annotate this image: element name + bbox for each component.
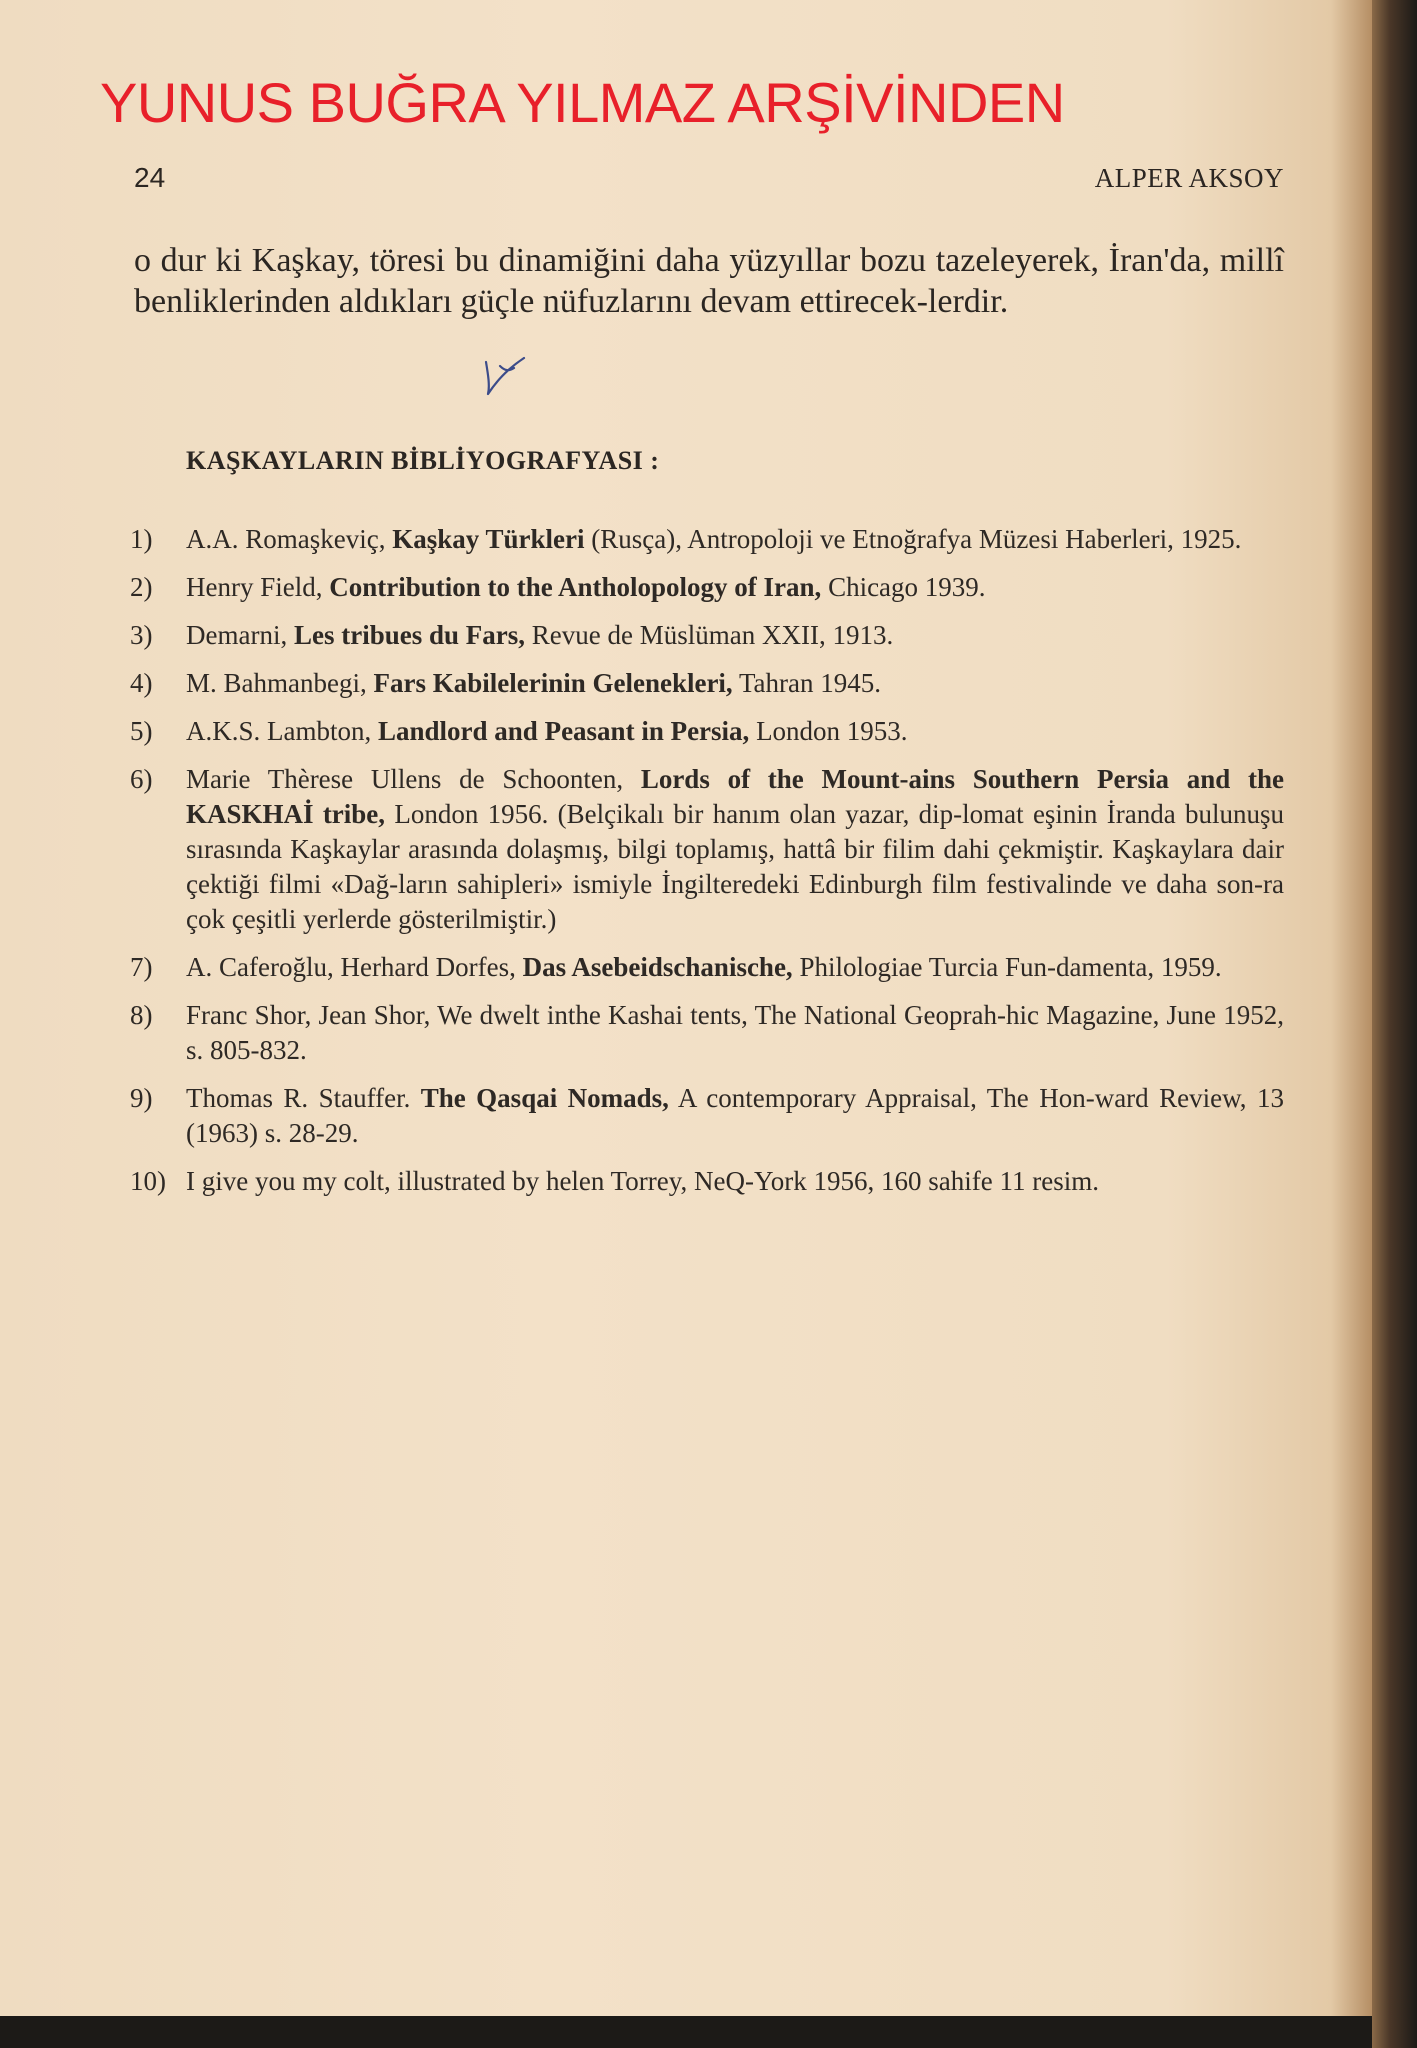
entry-details: (Rusça), Antropoloji ve Etnoğrafya Müzesi Haberleri, 1925.: [584, 524, 1242, 554]
bibliography-entry: [130, 950, 1284, 985]
bibliography-entry: [130, 1164, 1284, 1199]
entry-author: Henry Field,: [186, 572, 330, 602]
book-spine: [1372, 0, 1417, 2048]
bibliography-entry: [130, 998, 1284, 1068]
entry-author: Franc Shor, Jean Shor, We dwelt inthe Kashai tents, The National Geoprah-hic Magazine, June 1952, s. 805-832.: [186, 1000, 1284, 1065]
archive-watermark: YUNUS BUĞRA YILMAZ ARŞİVİNDEN: [100, 71, 1065, 134]
bibliography-entry: [130, 762, 1284, 937]
bibliography-entry: [130, 618, 1284, 653]
entry-details: Philologiae Turcia Fun-damenta, 1959.: [792, 952, 1222, 982]
running-head-author: ALPER AKSOY: [1094, 163, 1284, 193]
entry-author: A.A. Romaşkeviç,: [186, 524, 393, 554]
entry-details: Chicago 1939.: [821, 572, 986, 602]
entry-author: Marie Thèrese Ullens de Schoonten,: [186, 764, 641, 794]
entry-number: 2): [130, 572, 153, 602]
bibliography-list: [130, 522, 1284, 1212]
entry-number: 8): [130, 1000, 153, 1030]
entry-details: Revue de Müslüman XXII, 1913.: [525, 620, 894, 650]
bibliography-entry: [130, 570, 1284, 605]
entry-title: Landlord and Peasant in Persia,: [378, 716, 750, 746]
bibliography-entry: [130, 522, 1284, 557]
entry-details: Tahran 1945.: [732, 668, 882, 698]
page-header: [134, 162, 1284, 194]
page-number: 24: [134, 162, 166, 193]
bibliography-entry: [130, 714, 1284, 749]
entry-details: A contemporary Appraisal, The Hon-ward Review, 13 (1963) s. 28-29.: [186, 1083, 1284, 1148]
entry-author: A. Caferoğlu, Herhard Dorfes,: [186, 952, 523, 982]
entry-title: Contribution to the Antholopology of Iran,: [329, 572, 822, 602]
entry-title: Lords of the Mount-ains Southern Persia and the KASKHAİ tribe,: [186, 764, 1284, 829]
entry-number: 9): [130, 1083, 153, 1113]
intro-paragraph: o dur ki Kaşkay, töresi bu dinamiğini daha yüzyıllar bozu tazeleyerek, İran'da, millî benliklerinden aldıkları güçle nüfuzlarını devam ettirecek-lerdir.: [134, 242, 1284, 320]
bibliography-heading: KAŞKAYLARIN BİBLİYOGRAFYASI :: [186, 446, 660, 475]
bibliography-entry: [130, 1081, 1284, 1151]
entry-number: 4): [130, 668, 153, 698]
entry-title: The Qasqai Nomads,: [420, 1083, 669, 1113]
entry-number: 6): [130, 764, 153, 794]
entry-author: Demarni,: [186, 620, 294, 650]
entry-author: I give you my colt, illustrated by helen Torrey, NeQ-York 1956, 160 sahife 11 resim.: [186, 1166, 1099, 1196]
entry-author: M. Bahmanbegi,: [186, 668, 374, 698]
entry-number: 1): [130, 524, 153, 554]
entry-number: 3): [130, 620, 153, 650]
entry-details: London 1953.: [749, 716, 908, 746]
entry-title: Kaşkay Türkleri: [392, 524, 585, 554]
entry-number: 7): [130, 952, 153, 982]
entry-details: London 1956. (Belçikalı bir hanım olan yazar, dip-lomat eşinin İranda bulunuşu sırasında Kaşkaylar arasında dolaşmış, bilgi toplamış, hattâ bir filim dahi çekmiştir. Kaşkaylara dair çektiği filmi «Dağ-ların sahipleri» ismiyle İngilteredeki Edinburgh film festivalinde ve daha son-ra çok çeşitli yerlerde gösterilmiştir.): [186, 799, 1284, 934]
entry-number: 10): [130, 1166, 166, 1196]
entry-author: Thomas R. Stauffer.: [186, 1083, 421, 1113]
entry-author: A.K.S. Lambton,: [186, 716, 378, 746]
entry-title: Les tribues du Fars,: [293, 620, 525, 650]
handwritten-check-mark: [478, 352, 530, 398]
bibliography-entry: [130, 666, 1284, 701]
entry-title: Das Asebeidschanische,: [522, 952, 793, 982]
entry-number: 5): [130, 716, 153, 746]
entry-title: Fars Kabilelerinin Gelenekleri,: [373, 668, 733, 698]
